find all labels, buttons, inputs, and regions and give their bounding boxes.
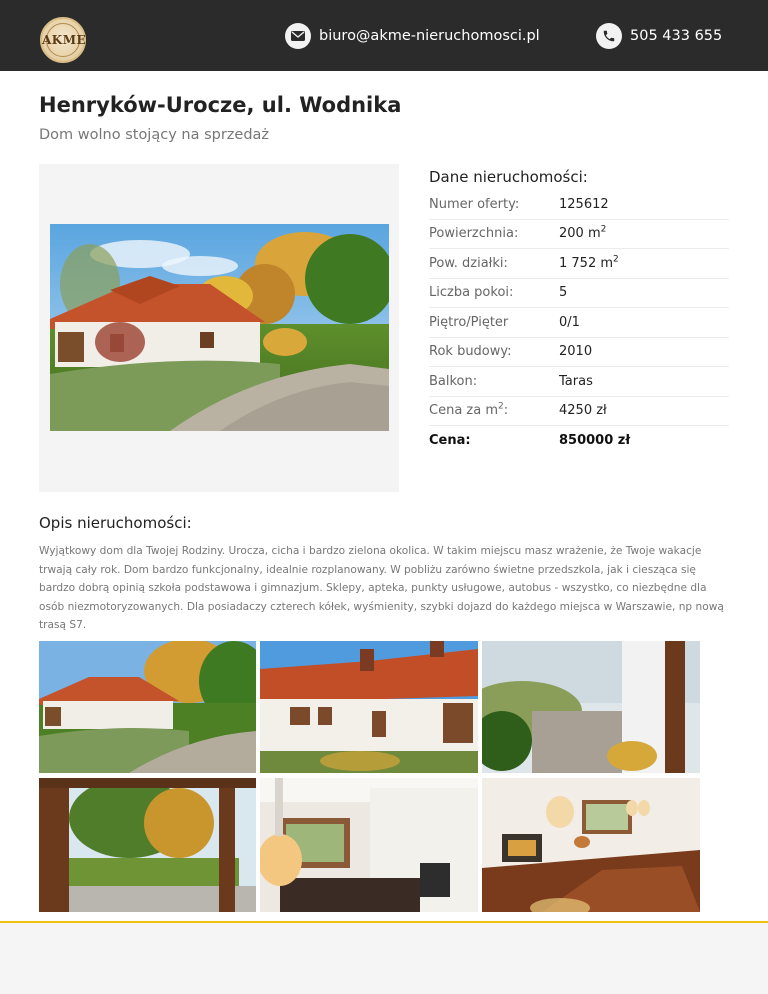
listing-title: Henryków-Urocze, ul. Wodnika — [39, 93, 402, 117]
detail-label: Piętro/Pięter — [429, 314, 509, 330]
detail-label: Pow. działki: — [429, 255, 508, 271]
gallery-photo-garden-from-door[interactable] — [39, 778, 256, 912]
email-address[interactable]: biuro@akme-nieruchomosci.pl — [319, 28, 540, 44]
phone-icon — [596, 23, 622, 49]
detail-label: Numer oferty: — [429, 196, 520, 212]
main-photo[interactable] — [50, 224, 389, 431]
detail-row-floor — [429, 308, 729, 338]
listing-subtitle: Dom wolno stojący na sprzedaż — [39, 127, 270, 143]
gallery-photo-living-room[interactable] — [482, 778, 700, 912]
detail-value: 2010 — [559, 344, 593, 360]
details-heading: Dane nieruchomości: — [429, 168, 588, 186]
page-header — [0, 0, 768, 71]
phone-number[interactable]: 505 433 655 — [630, 28, 723, 44]
detail-row-rooms — [429, 279, 729, 309]
gallery-photo-house-front[interactable] — [260, 641, 478, 773]
detail-row-year-built — [429, 338, 729, 368]
detail-row-price-per-m2 — [429, 397, 729, 427]
detail-row-balcony — [429, 367, 729, 397]
detail-value: 125612 — [559, 196, 609, 212]
detail-value-sup: 2 — [600, 224, 607, 235]
detail-row-offer-number — [429, 190, 729, 220]
gallery-photo-terrace-view[interactable] — [482, 641, 700, 773]
detail-label-suffix: : — [503, 403, 509, 419]
detail-label — [429, 403, 559, 418]
detail-label-sup: 2 — [498, 401, 504, 412]
detail-value-text: 1 752 m — [559, 255, 614, 271]
details-table — [429, 190, 729, 456]
contact-email[interactable] — [285, 23, 540, 49]
detail-label: Cena: — [429, 433, 471, 449]
company-logo[interactable] — [40, 17, 86, 63]
detail-value: Taras — [559, 373, 593, 389]
detail-row-plot-area — [429, 249, 729, 279]
price-value: 850000 zł — [559, 433, 631, 449]
gallery-photo-exterior-garden[interactable] — [39, 641, 256, 773]
detail-row-price — [429, 426, 729, 456]
envelope-icon — [285, 23, 311, 49]
detail-label: Powierzchnia: — [429, 226, 519, 242]
contact-phone[interactable] — [596, 23, 722, 49]
page-footer — [0, 923, 768, 994]
detail-label: Liczba pokoi: — [429, 285, 514, 301]
detail-value: 5 — [559, 285, 568, 301]
detail-label: Balkon: — [429, 373, 478, 389]
detail-value — [559, 256, 619, 271]
detail-value-text: 200 m — [559, 226, 601, 242]
main-photo-frame — [39, 164, 399, 492]
detail-value — [559, 226, 606, 241]
photo-gallery — [39, 641, 700, 912]
gallery-photo-kitchen[interactable] — [260, 778, 478, 912]
logo-text: AKME — [42, 33, 87, 47]
detail-label: Rok budowy: — [429, 344, 512, 360]
detail-value: 4250 zł — [559, 403, 607, 419]
detail-label-text: Cena za m — [429, 403, 498, 419]
detail-value-sup: 2 — [613, 254, 619, 265]
detail-row-area — [429, 220, 729, 250]
description-text: Wyjątkowy dom dla Twojej Rodziny. Urocza, cicha i bardzo zielona okolica. W takim miejscu masz wrażenie, że Twoje wakacje trwają cały rok. Dom bardzo funkcjonalny, idealnie rozplanowany. W pobliżu zarówno świetne przedszkola, jak i ciesząca się bardzo dobrą opinią szkoła podstawowa i gimnazjum. Sklepy, apteka, punkty usługowe, autobus - wszystko, co niezbędne dla osób niezmotoryzowanych. Dla posiadaczy czterech kółek, wyśmienity, szybki dojazd do każdego miejsca w Warszawie, np nową trasą S7. — [39, 545, 724, 631]
detail-value: 0/1 — [559, 314, 580, 330]
description-heading: Opis nieruchomości: — [39, 514, 192, 532]
